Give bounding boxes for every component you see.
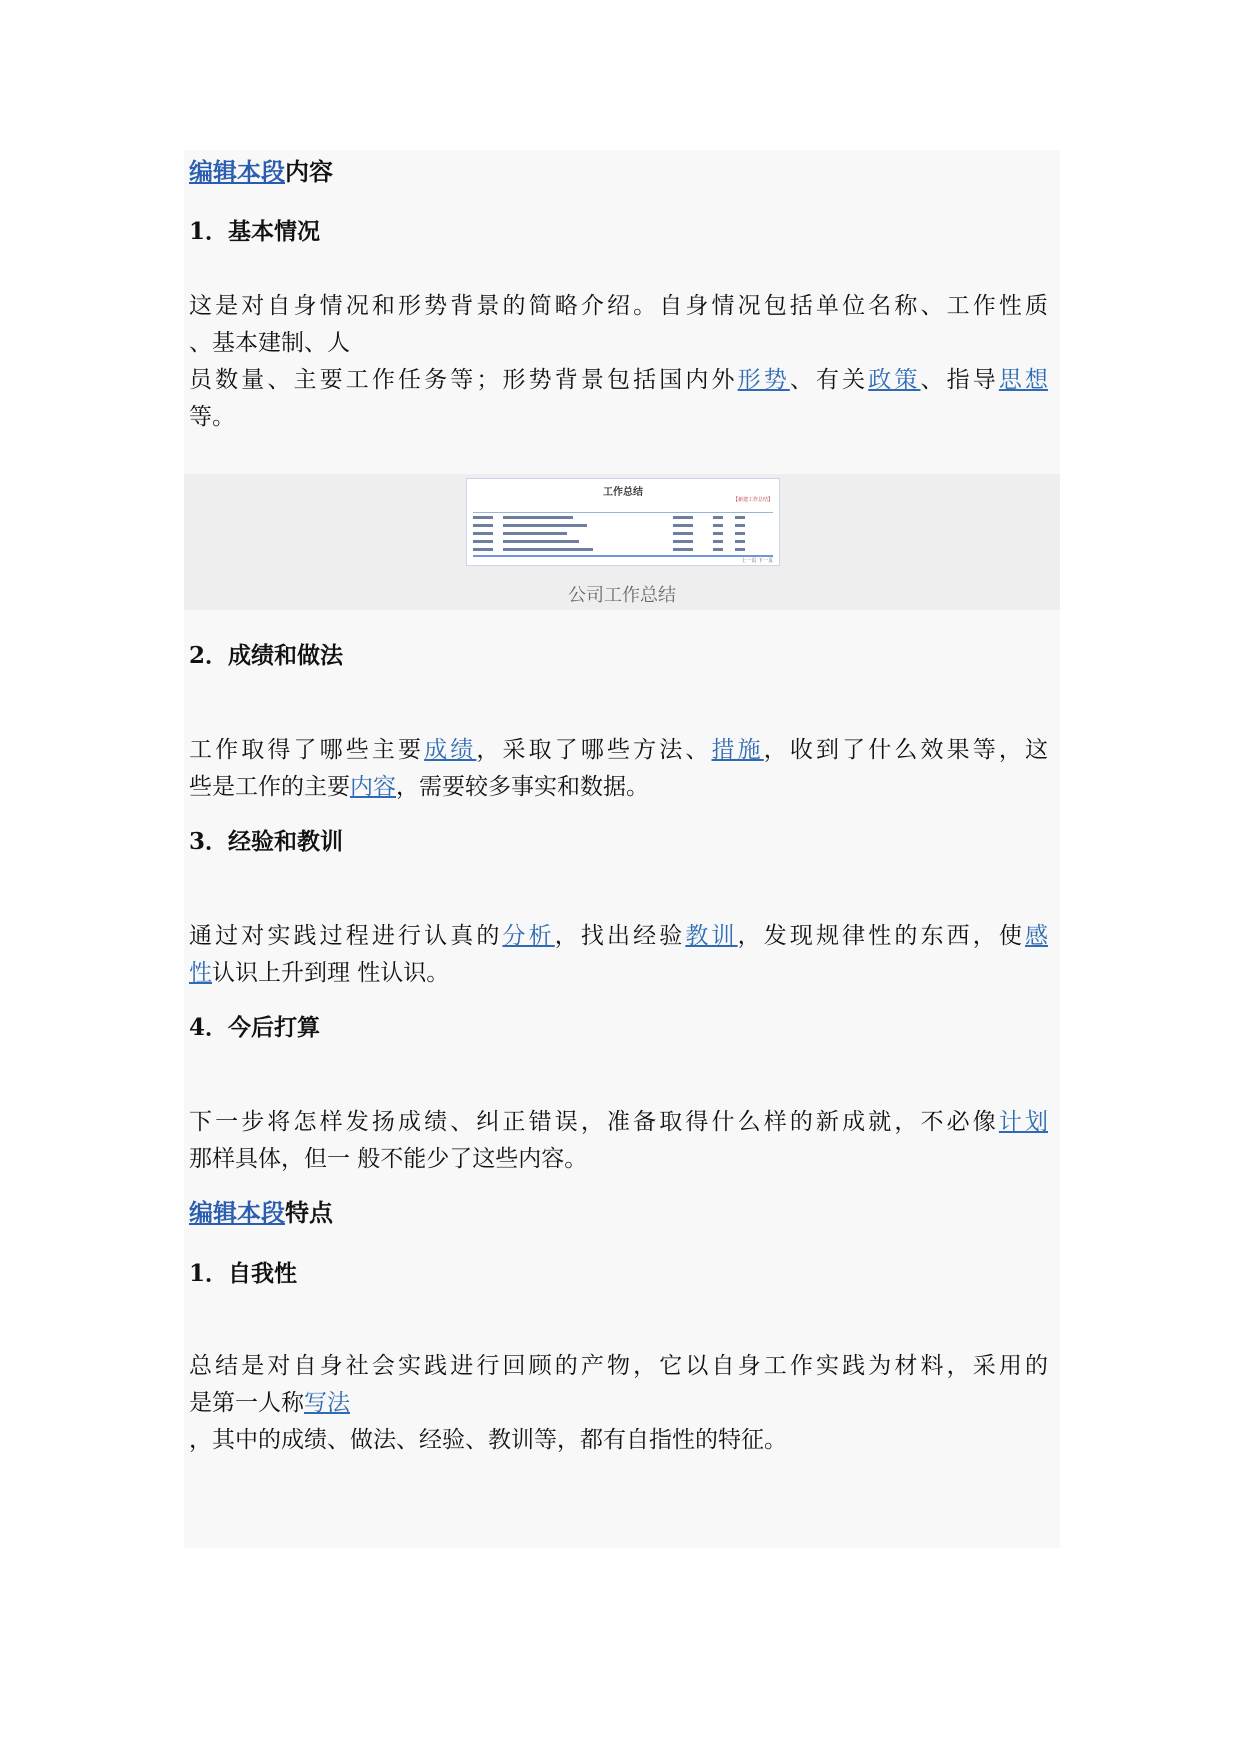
text-line: 些是工作的主要内容，需要较多事实和数据。 [189,774,649,800]
link-writing-style[interactable]: 写法 [304,1390,350,1416]
figure-table-row [473,515,773,520]
figure-table-footer [473,555,773,557]
figure-image-title: 工作总结 [603,487,643,498]
text-line: 性认识上升到理 性认识。 [189,960,450,986]
subheading-plans: 4．今后打算 [189,1014,321,1041]
text-line: 这是对自身情况和形势背景的简略介绍。自身情况包括单位名称、工作性质 [189,293,1048,319]
section-title: 内容 [285,157,333,186]
text-line: 员数量、主要工作任务等；形势背景包括国内外形势、有关政策、指导思想 [189,367,1048,393]
figure-image-pager: 上一页 下一页 [741,558,773,564]
subheading-achievements: 2．成绩和做法 [189,642,344,669]
figure-table-header [473,506,773,513]
link-content[interactable]: 内容 [350,774,396,800]
text-line: ，其中的成绩、做法、经验、教训等，都有自指性的特征。 [189,1427,787,1453]
text-line: 等。 [189,404,235,430]
subheading-lessons: 3．经验和教训 [189,828,344,855]
figure-table-row [473,547,773,552]
figure-image[interactable] [466,478,780,566]
subheading-self: 1．自我性 [189,1260,298,1287]
link-plan[interactable]: 计划 [998,1109,1048,1135]
figure-table-row [473,539,773,544]
paragraph-basic-situation [189,288,1048,436]
link-perceptual[interactable]: 感 [1025,923,1048,949]
link-lessons[interactable]: 教训 [685,923,738,949]
text-line: 那样具体，但一 般不能少了这些内容。 [189,1146,588,1172]
subheading-basic-situation: 1．基本情况 [189,218,321,245]
article-content [184,150,1060,1548]
text-line: 、基本建制、人 [189,330,350,356]
figure-caption: 公司工作总结 [568,585,676,606]
link-policy[interactable]: 政策 [868,367,921,393]
paragraph-self [189,1348,1048,1459]
section-title: 特点 [285,1198,333,1227]
edit-section-link[interactable]: 编辑本段 [189,1198,285,1227]
text-line: 下一步将怎样发扬成绩、纠正错误，准备取得什么样的新成就，不必像计划 [189,1109,1048,1135]
edit-section-link[interactable]: 编辑本段 [189,157,285,186]
text-line: 通过对实践过程进行认真的分析，找出经验教训，发现规律性的东西，使感 [189,923,1048,949]
figure-image-link: 【新建工作总结】 [732,497,773,503]
section-heading-content [189,156,1048,188]
text-line: 工作取得了哪些主要成绩，采取了哪些方法、措施，收到了什么效果等，这 [189,737,1048,763]
figure-table-row [473,531,773,536]
text-line: 是第一人称写法 [189,1390,350,1416]
text-line: 总结是对自身社会实践进行回顾的产物，它以自身工作实践为材料，采用的 [189,1353,1048,1379]
paragraph-plans [189,1104,1048,1178]
link-situation[interactable]: 形势 [737,367,790,393]
link-achievements[interactable]: 成绩 [424,737,477,763]
paragraph-achievements [189,732,1048,806]
section-heading-features [189,1197,1048,1229]
link-measures[interactable]: 措施 [711,737,764,763]
link-analysis[interactable]: 分析 [502,923,555,949]
paragraph-lessons [189,918,1048,992]
figure [184,474,1060,610]
link-perceptual[interactable]: 性 [189,960,212,986]
figure-table-row [473,523,773,528]
link-thought[interactable]: 思想 [998,367,1048,393]
